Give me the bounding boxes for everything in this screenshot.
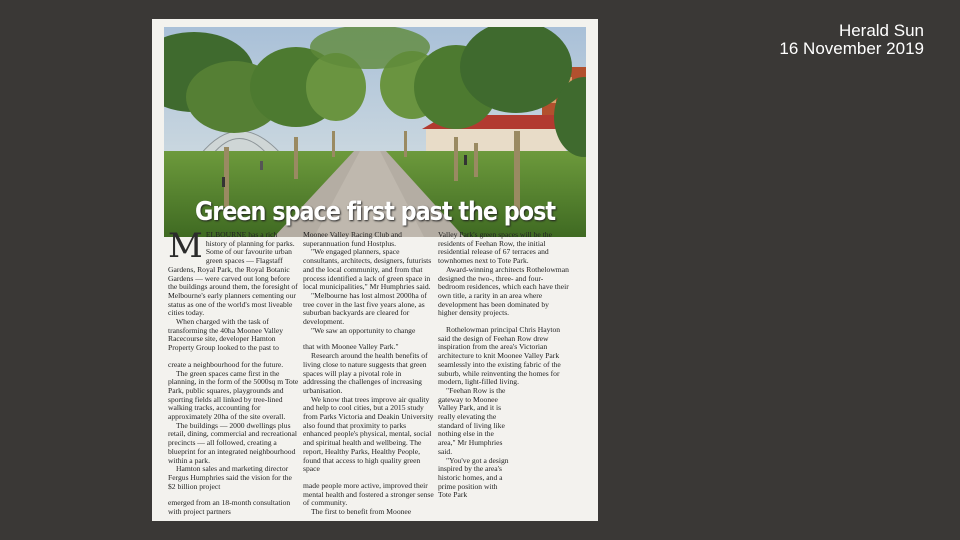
newspaper-clipping: [152, 19, 598, 521]
paragraph: "Feehan Row is the gateway to Moonee Valley Park, and it is really elevating the standard of living like nothing else in the area," Mr Humphries said.: [438, 385, 506, 456]
paragraph: "Melbourne has lost almost 2000ha of tree cover in the last five years alone, as suburban backyards are cleared for development.: [303, 290, 427, 327]
article-column-1: [168, 226, 300, 517]
paragraph: We know that trees improve air quality and help to cool cities, but a 2015 study from Parks Victoria and Deakin University also found that proximity to parks enhanced people's physical, mental, social and spiritual health and wellbeing. The report, Healthy Parks, Healthy People, found that access to high quality green space: [303, 394, 434, 474]
source-caption: [779, 22, 924, 58]
paragraph: Research around the health benefits of living close to nature suggests that green spaces will play a pivotal role in addressing the challenges of increasing urbanisation.: [303, 351, 428, 395]
article-column-3: [438, 231, 570, 500]
paragraph: The buildings — 2000 dwellings plus retail, dining, commercial and recreational precincts — all followed, creating a blueprint for an integrated neighbourhood within a park.: [168, 420, 298, 465]
paragraph: Award-winning architects Rothelowman designed the two-, three- and four-bedroom residences, which each have their own title, a rarity in an area where development has been dominated by higher density projects.: [438, 264, 569, 318]
paragraph: Rothelowman principal Chris Hayton said the design of Feehan Row drew inspiration from the area's Victorian architecture to knit Moonee Valley Park seamlessly into the existing fabric of the suburb, while reinventing the homes for modern, light-filled living.: [438, 325, 561, 387]
paragraph: Hamton sales and marketing director Fergus Humphries said the vision for the $2 billion project: [168, 464, 292, 491]
paragraph: Moonee Valley Racing Club and superannuation fund Hostplus.: [303, 230, 402, 248]
paragraph: made people more active, improved their mental health and fostered a stronger sense of community.: [303, 480, 434, 508]
article-column-2: [303, 231, 435, 517]
paragraph: Valley Park's green spaces will be the residents of Feehan Row, the initial residential release of 67 terraces and townhomes next to Tote Park.: [438, 230, 552, 266]
paragraph: When charged with the task of transforming the 40ha Moonee Valley Racecourse site, developer Hamton Property Group looked to the past to: [168, 317, 284, 353]
paragraph: "We engaged planners, space consultants, architects, designers, futurists and the local community, and from that process identified a lack of green space in local municipalities," Mr Humphries said.: [303, 247, 432, 292]
paragraph: create a neighbourhood for the future.: [168, 359, 284, 369]
paragraph: The first to benefit from Moonee: [311, 507, 412, 517]
paragraph: emerged from an 18-month consultation with project partners: [168, 498, 291, 517]
publication-date: 16 November 2019: [779, 39, 924, 58]
article-headline: Green space first past the post: [194, 197, 556, 227]
paragraph: that with Moonee Valley Park.": [303, 342, 399, 352]
publication-name: Herald Sun: [838, 21, 924, 40]
paragraph: "You've got a design inspired by the area's historic homes, and a prime position with Tote Park: [438, 455, 509, 500]
paragraph: The green spaces came first in the planning, in the form of the 5000sq m Tote Park, public squares, playgrounds and sporting fields all linked by tree-lined walking tracks, accounting for approximately 20ha of the site overall.: [168, 368, 299, 422]
drop-cap: M: [168, 226, 203, 266]
paragraph: ELBOURNE has a rich history of planning for parks. Some of our favourite urban green spaces — Flagstaff Gardens, Royal Park, the Royal Botanic Gardens — were carved out long before the buildings around them, the foresight of Melbourne's early planners cementing our status as one of the world's most liveable cities today.: [168, 230, 298, 318]
paragraph: "We saw an opportunity to change: [311, 325, 416, 335]
article-photo: [164, 27, 586, 237]
